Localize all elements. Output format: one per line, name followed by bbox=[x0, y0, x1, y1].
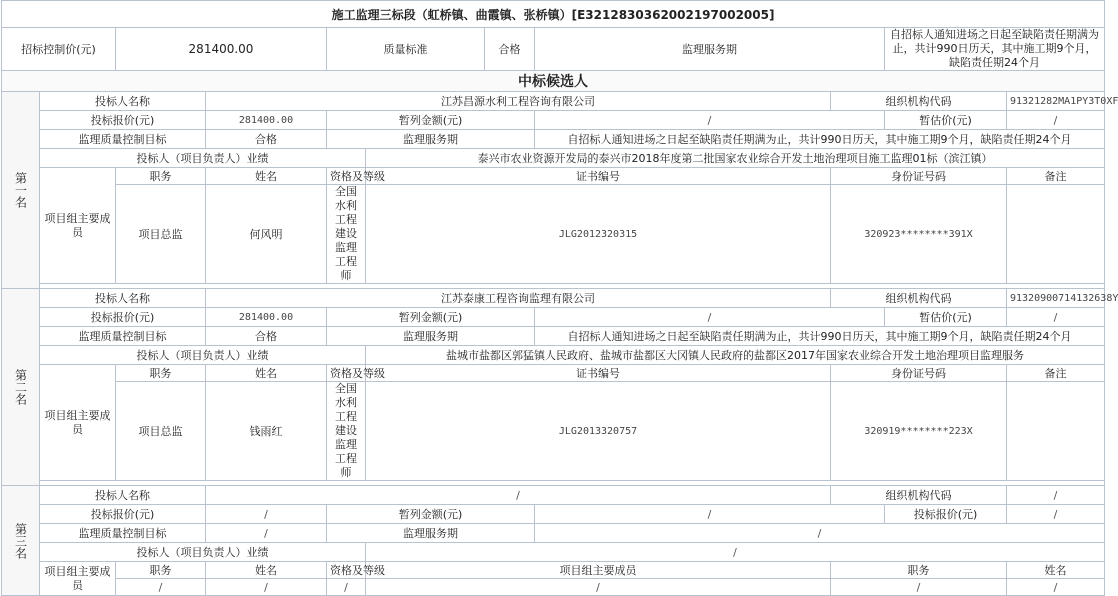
col-position: 职务 bbox=[116, 168, 206, 185]
member-id: 320923********391X bbox=[831, 185, 1007, 284]
service-period-label: 监理服务期 bbox=[535, 28, 885, 71]
provisional-sum-label: 暂列金额(元) bbox=[327, 505, 535, 524]
tender-result-table bbox=[1, 0, 1118, 596]
service-period-label: 监理服务期 bbox=[327, 130, 535, 149]
quality-control: / bbox=[206, 524, 327, 543]
quality-control: 合格 bbox=[206, 130, 327, 149]
member-qualification: 全国水利工程建设监理工程师 bbox=[327, 185, 366, 284]
rank-label: 第三名 bbox=[2, 486, 40, 596]
quality-control-label: 监理质量控制目标 bbox=[40, 524, 206, 543]
member-remark bbox=[1007, 382, 1105, 481]
member-position-2: / bbox=[831, 579, 1007, 596]
performance-label: 投标人（项目负责人）业绩 bbox=[40, 346, 366, 365]
service-period: 自招标人通知进场之日起至缺陷责任期满为止，共计990日历天，其中施工期9个月，缺陷责任期24个月 bbox=[535, 130, 1105, 149]
member-qualification: / bbox=[327, 579, 366, 596]
performance-label: 投标人（项目负责人）业绩 bbox=[40, 149, 366, 168]
team-label: 项目组主要成员 bbox=[40, 365, 116, 481]
bid-price: 281400.00 bbox=[206, 111, 327, 130]
col-id: 身份证号码 bbox=[831, 168, 1007, 185]
team-label: 项目组主要成员 bbox=[40, 562, 116, 596]
provisional-sum: / bbox=[535, 111, 885, 130]
provisional-sum-label: 暂列金额(元) bbox=[327, 308, 535, 327]
rank-label: 第二名 bbox=[2, 289, 40, 486]
quality-control-label: 监理质量控制目标 bbox=[40, 130, 206, 149]
col-name: 姓名 bbox=[206, 168, 327, 185]
member-position: 项目总监 bbox=[116, 382, 206, 481]
bid-price-label: 投标报价(元) bbox=[40, 505, 206, 524]
member-id: 320919********223X bbox=[831, 382, 1007, 481]
service-period: 自招标人通知进场之日起至缺陷责任期满为止，共计990日历天，其中施工期9个月，缺陷责任期24个月 bbox=[535, 327, 1105, 346]
member-qualification: 全国水利工程建设监理工程师 bbox=[327, 382, 366, 481]
quality-control-label: 监理质量控制目标 bbox=[40, 327, 206, 346]
bid-price: 281400.00 bbox=[206, 308, 327, 327]
rank-label: 第一名 bbox=[2, 92, 40, 289]
col-position: 职务 bbox=[116, 365, 206, 382]
performance-label: 投标人（项目负责人）业绩 bbox=[40, 543, 366, 562]
provisional-sum: / bbox=[535, 308, 885, 327]
col-qualification: 资格及等级 bbox=[327, 365, 366, 382]
member-team: / bbox=[366, 579, 831, 596]
title-text: 施工监理三标段（虹桥镇、曲霞镇、张桥镇） bbox=[331, 7, 572, 22]
col-cert: 证书编号 bbox=[366, 168, 831, 185]
performance: / bbox=[366, 543, 1105, 562]
bidder-name-label: 投标人名称 bbox=[40, 289, 206, 308]
provisional-sum: / bbox=[535, 505, 885, 524]
service-period-value: 自招标人通知进场之日起至缺陷责任期满为止，共计990日历天，其中施工期9个月，缺陷责任期24个月 bbox=[885, 28, 1105, 71]
member-cert: JLG2012320315 bbox=[366, 185, 831, 284]
bid-price-label: 投标报价(元) bbox=[40, 308, 206, 327]
org-code-label: 组织机构代码 bbox=[831, 289, 1007, 308]
col-remark: 备注 bbox=[1007, 365, 1105, 382]
bidder-name-label: 投标人名称 bbox=[40, 486, 206, 505]
member-remark bbox=[1007, 185, 1105, 284]
project-code: [E3212830362002197002005] bbox=[571, 7, 775, 22]
col-id: 身份证号码 bbox=[831, 365, 1007, 382]
member-name: 何风明 bbox=[206, 185, 327, 284]
provisional-price: / bbox=[1007, 308, 1105, 327]
bidder-name: 江苏昌源水利工程咨询有限公司 bbox=[206, 92, 831, 111]
org-code: / bbox=[1007, 486, 1105, 505]
col-position: 职务 bbox=[116, 562, 206, 579]
provisional-price-label: 暂估价(元) bbox=[885, 308, 1007, 327]
control-price-label: 招标控制价(元) bbox=[2, 28, 116, 71]
col-name: 姓名 bbox=[206, 365, 327, 382]
member-name: / bbox=[206, 579, 327, 596]
bid-price: / bbox=[206, 505, 327, 524]
bidder-name: 江苏泰康工程咨询监理有限公司 bbox=[206, 289, 831, 308]
control-price-value: 281400.00 bbox=[116, 28, 327, 71]
org-code-label: 组织机构代码 bbox=[831, 92, 1007, 111]
page-title bbox=[2, 1, 1105, 28]
bid-price-label-right: 投标报价(元) bbox=[885, 505, 1007, 524]
bid-price-label: 投标报价(元) bbox=[40, 111, 206, 130]
service-period-label: 监理服务期 bbox=[327, 327, 535, 346]
service-period-label: 监理服务期 bbox=[327, 524, 535, 543]
bidder-name: / bbox=[206, 486, 831, 505]
col-qualification: 资格及等级 bbox=[327, 562, 366, 579]
col-name: 姓名 bbox=[206, 562, 327, 579]
col-qualification: 资格及等级 bbox=[327, 168, 366, 185]
org-code: 91320900714132638Y bbox=[1007, 289, 1105, 308]
member-name: 钱雨红 bbox=[206, 382, 327, 481]
performance: 盐城市盐都区郭猛镇人民政府、盐城市盐都区大冈镇人民政府的盐都区2017年国家农业综合开发土地治理项目监理服务 bbox=[366, 346, 1105, 365]
member-name-2: / bbox=[1007, 579, 1105, 596]
bid-price-right: / bbox=[1007, 505, 1105, 524]
quality-standard-label: 质量标准 bbox=[327, 28, 485, 71]
col-team-members: 项目组主要成员 bbox=[366, 562, 831, 579]
col-remark: 备注 bbox=[1007, 168, 1105, 185]
performance: 泰兴市农业资源开发局的泰兴市2018年度第二批国家农业综合开发土地治理项目施工监理01标（滨江镇） bbox=[366, 149, 1105, 168]
org-code-label: 组织机构代码 bbox=[831, 486, 1007, 505]
org-code: 91321282MA1PY3T0XF bbox=[1007, 92, 1105, 111]
member-position: 项目总监 bbox=[116, 185, 206, 284]
bidder-name-label: 投标人名称 bbox=[40, 92, 206, 111]
service-period: / bbox=[535, 524, 1105, 543]
provisional-price: / bbox=[1007, 111, 1105, 130]
quality-standard-value: 合格 bbox=[485, 28, 535, 71]
member-cert: JLG2013320757 bbox=[366, 382, 831, 481]
provisional-sum-label: 暂列金额(元) bbox=[327, 111, 535, 130]
col-name-2: 姓名 bbox=[1007, 562, 1105, 579]
col-position-2: 职务 bbox=[831, 562, 1007, 579]
quality-control: 合格 bbox=[206, 327, 327, 346]
col-cert: 证书编号 bbox=[366, 365, 831, 382]
provisional-price-label: 暂估价(元) bbox=[885, 111, 1007, 130]
section-title: 中标候选人 bbox=[2, 71, 1105, 92]
team-label: 项目组主要成员 bbox=[40, 168, 116, 284]
member-position: / bbox=[116, 579, 206, 596]
